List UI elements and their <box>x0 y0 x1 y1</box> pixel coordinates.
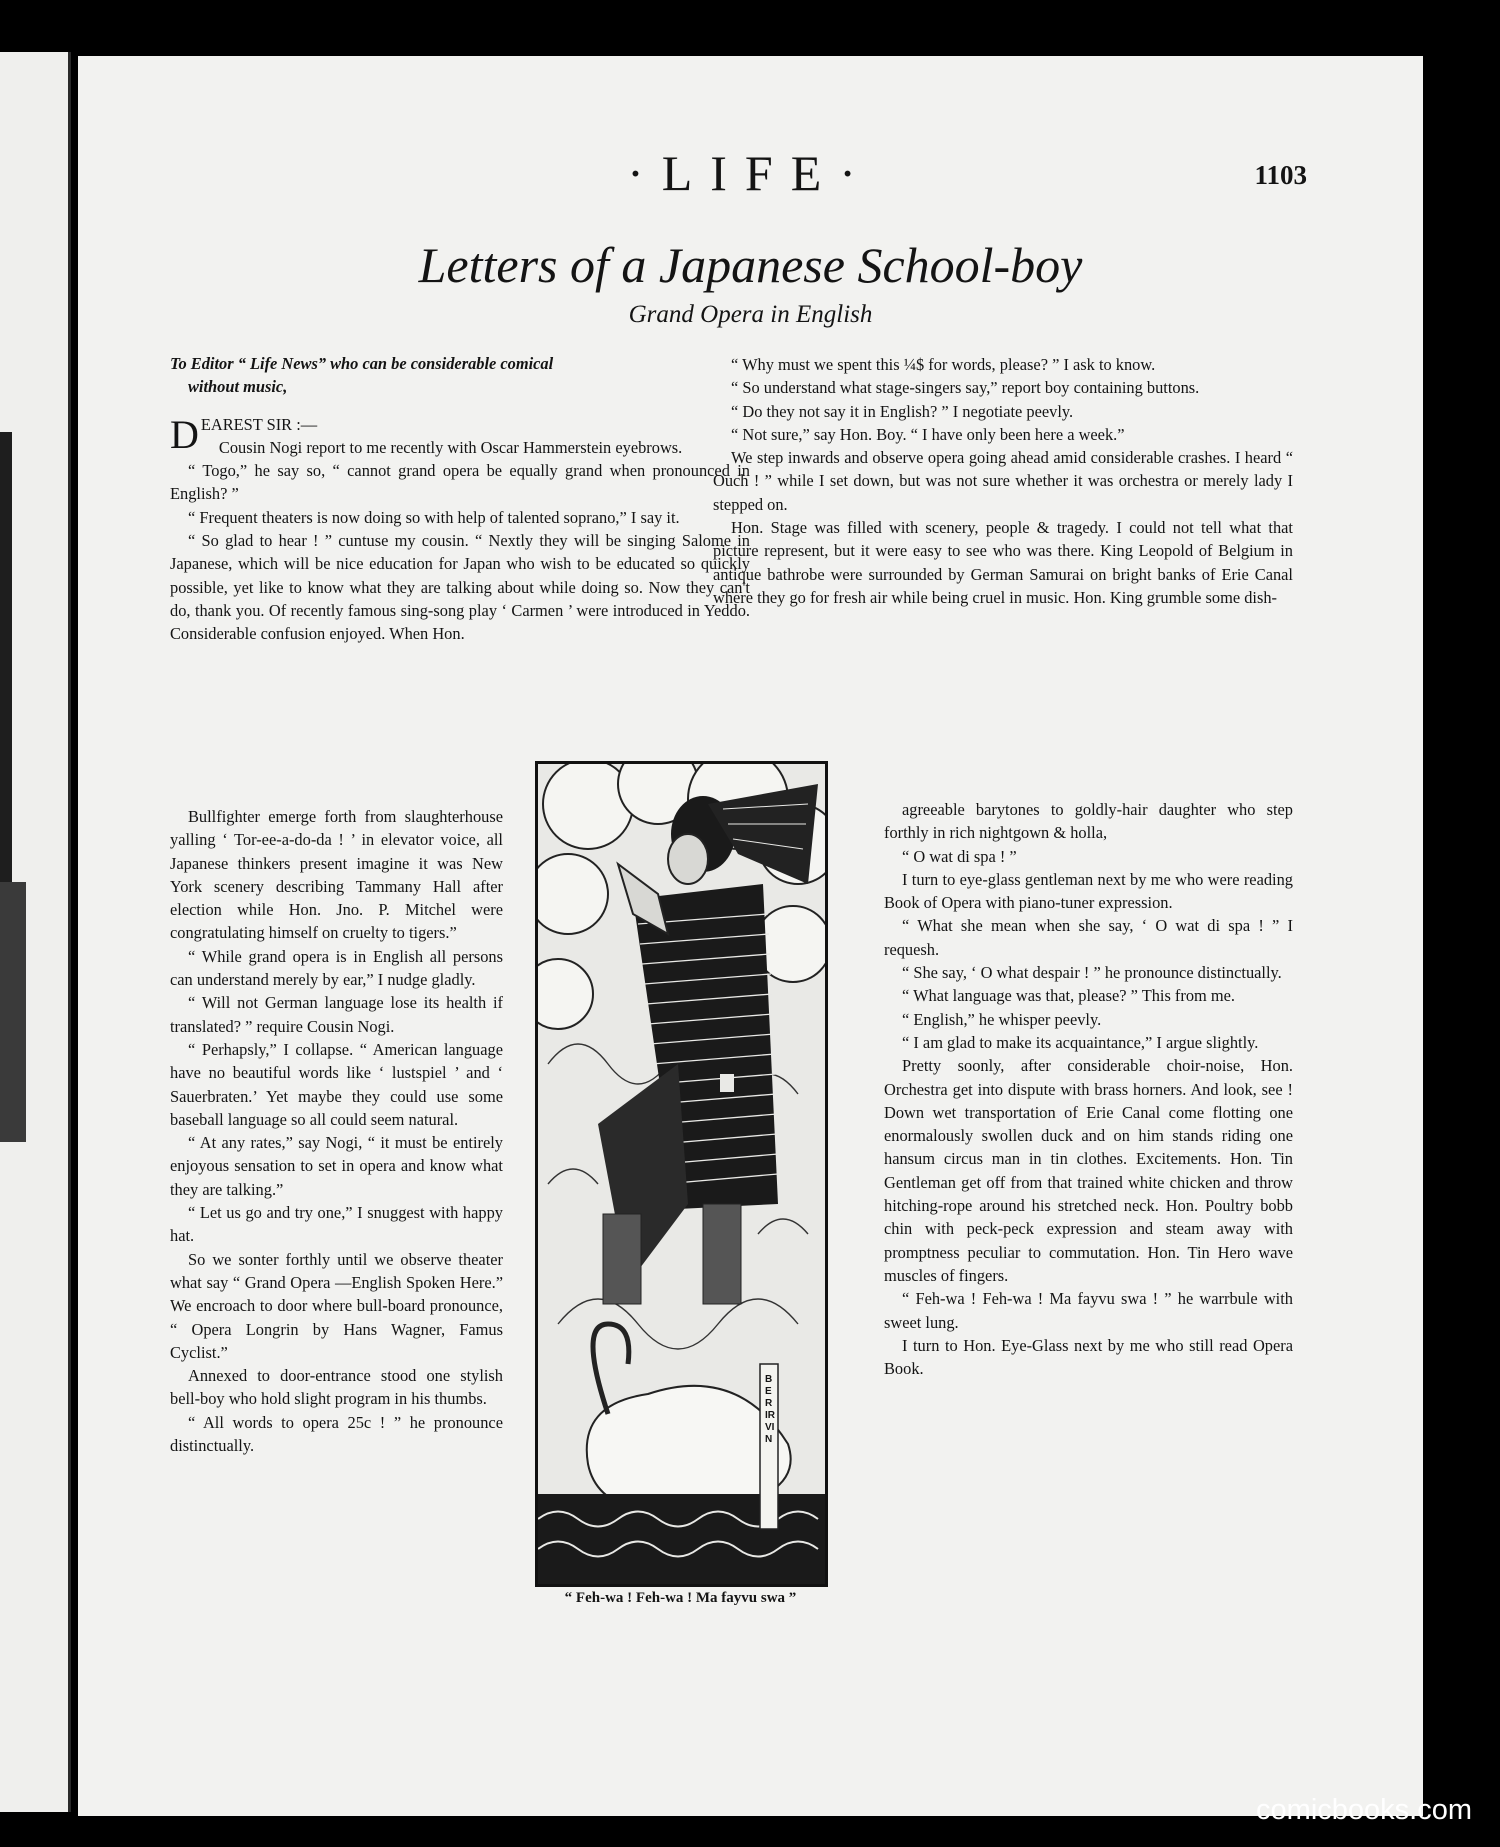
drop-cap: D <box>170 411 199 457</box>
dedication-line-1: To Editor “ Life News” who can be considerable comical <box>170 354 554 373</box>
paragraph: Annexed to door-entrance stood one stylish bell-boy who hold slight program in his thumbs. <box>170 1366 503 1409</box>
paragraph: I turn to Hon. Eye-Glass next by me who still read Opera Book. <box>884 1335 1293 1379</box>
paragraph: Hon. Stage was filled with scenery, people & tragedy. I could not tell what that picture represent, but it were easy to see who was there. King Leopold of Belgium in antique bathrobe were surrounded by German Samurai on bright banks of Erie Canal where they go for fresh air while being cruel in music. Hon. King grumble some dish- <box>713 518 1293 607</box>
article-subtitle: Grand Opera in English <box>628 301 873 328</box>
paragraph: “ Do they not say it in English? ” I negotiate peevly. <box>731 401 1074 421</box>
illustration-drawing <box>538 764 825 1584</box>
paragraph: “ What she mean when she say, ‘ O wat di spa ! ” I requesh. <box>884 916 1293 959</box>
right-narrow-paragraphs <box>884 798 1293 1380</box>
paragraph: So we sonter forthly until we observe theater what say “ Grand Opera —English Spoken Here.” We encroach to door where bull-board pronounce, “ Opera Longrin by Hans Wagner, Famus Cyclist.” <box>170 1249 503 1362</box>
paragraph: “ Why must we spent this ¼$ for words, please? ” I ask to know. <box>731 355 1156 374</box>
paragraph: “ At any rates,” say Nogi, “ it must be entirely enjoyous sensation to set in opera and know what they are talking.” <box>170 1133 503 1199</box>
paragraph: “ Togo,” he say so, “ cannot grand opera be equally grand when pronounced in English? ” <box>170 461 750 504</box>
left-column <box>170 352 750 646</box>
previous-page-edge <box>0 52 71 1812</box>
paragraph: “ English,” he whisper peevly. <box>902 1009 1102 1029</box>
site-watermark: comicbooks.com <box>1256 1794 1472 1826</box>
paragraph: “ So glad to hear ! ” cuntuse my cousin. “ Nextly they will be singing Salome in Japanese, which will be nice education for Japan who wish to be educated so quickly possible, yet like to know what they are talking about while doing so. Now they can't do, thank you. Of recently famous sing-song play ‘ Carmen ’ were introduced in Yeddo. Considerable confusion enjoyed. When Hon. <box>170 531 750 644</box>
paragraph: “ I am glad to make its acquaintance,” I argue slightly. <box>902 1032 1259 1052</box>
paragraph: “ All words to opera 25c ! ” he pronounce distinctually. <box>170 1412 503 1456</box>
article-title: Letters of a Japanese School-boy <box>418 237 1083 293</box>
masthead: ·LIFE· <box>627 145 874 201</box>
left-narrow-paragraphs <box>170 805 503 1457</box>
paragraph: agreeable barytones to goldly-hair daughter who step forthly in rich nightgown & holla, <box>884 800 1293 843</box>
paragraph: “ So understand what stage-singers say,” report boy containing buttons. <box>731 378 1200 398</box>
previous-page-art-fragment <box>0 432 12 902</box>
paragraph: “ Feh-wa ! Feh-wa ! Ma fayvu swa ! ” he warrbule with sweet lung. <box>884 1289 1293 1332</box>
illustration-caption: “ Feh-wa ! Feh-wa ! Ma fayvu swa ” <box>564 1590 797 1606</box>
paragraph: “ Will not German language lose its health if translated? ” require Cousin Nogi. <box>170 993 503 1036</box>
artist-signature: BER IRVIN <box>765 1374 775 1445</box>
paragraph: We step inwards and observe opera going ahead amid considerable crashes. I heard “ Ouch ! ” while I set down, but was not sure whether it was orchestra or merely lady I stepped on. <box>713 448 1293 514</box>
paragraph: “ Let us go and try one,” I snuggest with happy hat. <box>170 1203 503 1246</box>
paragraph: Bullfighter emerge forth from slaughterhouse yalling ‘ Tor-ee-a-do-da ! ’ in elevator voice, all Japanese thinkers present imagine it was New York scenery describing Tammany Hall after election while Hon. Jno. P. Mitchel were congratulating himself on cruelty to tigers.” <box>170 807 503 943</box>
left-narrow-column <box>170 805 503 1457</box>
paragraph: “ While grand opera is in English all persons can understand merely by ear,” I nudge gladly. <box>170 946 503 990</box>
right-paragraphs <box>713 353 1293 609</box>
paragraph: Cousin Nogi report to me recently with Oscar Hammerstein eyebrows. <box>218 437 683 457</box>
paragraph: Pretty soonly, after considerable choir-noise, Hon. Orchestra get into dispute with brass horners. And look, see ! Down wet transportation of Erie Canal come flotting one enormalously swollen duck and on him stands riding one hansum circus man in tin clothes. Excitements. Hon. Tin Gentleman get off from that trained white chicken and throw hitching-rope around his stretched neck. Hon. Poultry bobb chin with peck-peck expression and steam away with promptness peculiar to commutation. Hon. Tin Hero wave muscles of fingers. <box>884 1056 1293 1285</box>
paragraph: “ Frequent theaters is now doing so with help of talented soprano,” I say it. <box>188 507 680 527</box>
paragraph: “ She say, ‘ O what despair ! ” he pronounce distinctually. <box>902 963 1282 983</box>
paragraph: I turn to eye-glass gentleman next by me who were reading Book of Opera with piano-tuner expression. <box>884 869 1293 913</box>
opera-illustration <box>535 761 828 1587</box>
magazine-page <box>78 56 1423 1816</box>
left-paragraphs <box>170 436 750 646</box>
right-column <box>713 353 1293 609</box>
paragraph: “ Not sure,” say Hon. Boy. “ I have only been here a week.” <box>731 424 1125 444</box>
dedication-line-2: without music, <box>188 377 288 397</box>
paragraph: “ What language was that, please? ” This from me. <box>902 986 1236 1006</box>
dedication <box>170 352 750 399</box>
page-number: 1103 <box>1254 160 1307 190</box>
right-narrow-column <box>884 798 1293 1380</box>
previous-page-art-fragment <box>0 882 26 1142</box>
paragraph: “ O wat di spa ! ” <box>902 846 1017 866</box>
paragraph: “ Perhapsly,” I collapse. “ American language have no beautiful words like ‘ lustspiel ’ and ‘ Sauerbraten.’ Yet maybe they could use some baseball language so all could seem natural. <box>170 1039 503 1129</box>
greeting-text: EAREST SIR :— <box>200 414 318 434</box>
